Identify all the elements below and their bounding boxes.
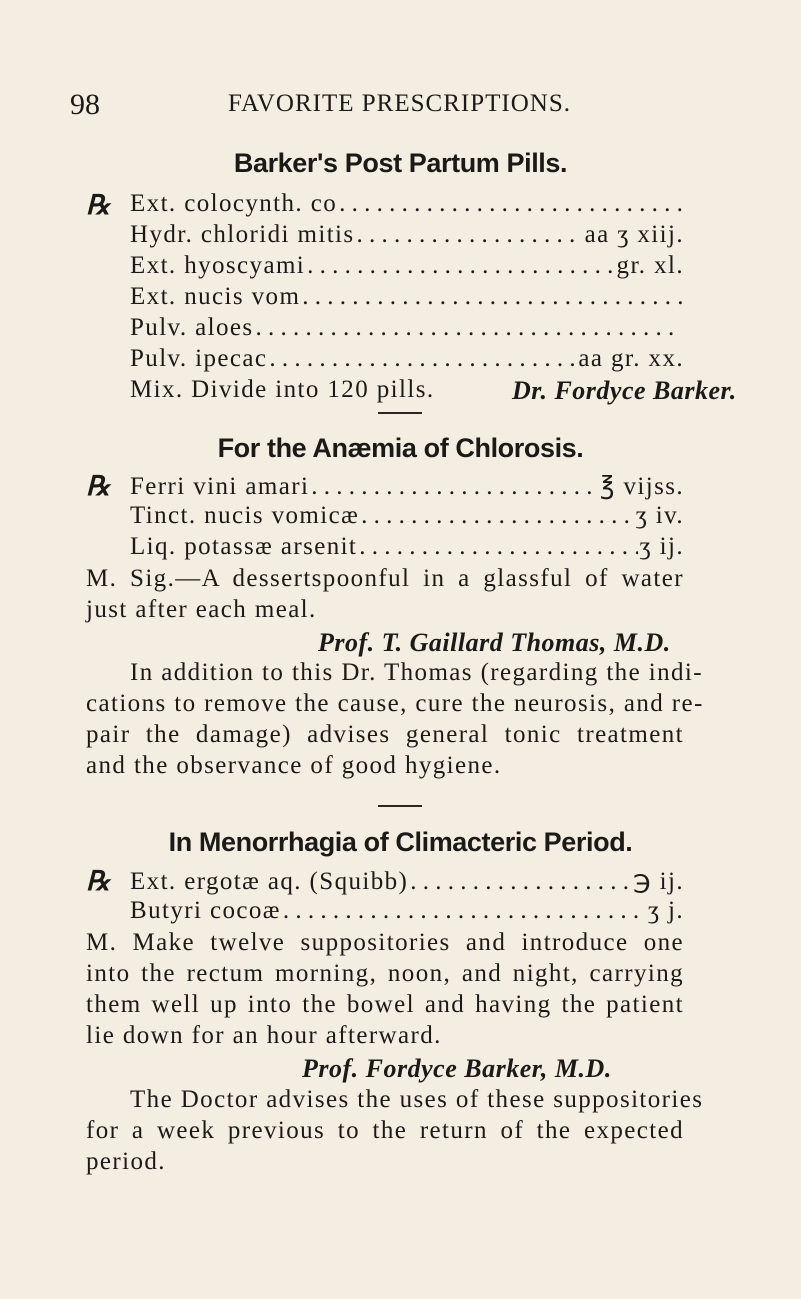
section-divider bbox=[378, 412, 422, 414]
ingredient-quantity: aa ʒ xiij. bbox=[584, 221, 684, 248]
ingredient-row bbox=[130, 471, 684, 503]
note-line: pair the damage) advises general tonic treatment bbox=[86, 721, 684, 748]
sig-line: M. Sig.—A dessertspoonful in a glassful of water bbox=[86, 565, 684, 592]
note-line: The Doctor advises the uses of these suppositories bbox=[130, 1086, 704, 1113]
note-line: In addition to this Dr. Thomas (regarding the indi- bbox=[130, 659, 703, 686]
ingredient-quantity: aa gr. xx. bbox=[578, 345, 684, 372]
dot-leader bbox=[256, 314, 683, 342]
ingredient-name: Pulv. ipecac bbox=[130, 345, 268, 372]
dot-leader bbox=[283, 897, 646, 925]
note-line: period. bbox=[86, 1148, 166, 1175]
ingredient-row bbox=[130, 314, 684, 346]
page-number: 98 bbox=[70, 88, 100, 121]
ingredient-row bbox=[130, 533, 684, 565]
dot-leader bbox=[269, 345, 576, 373]
ingredient-row bbox=[130, 866, 684, 898]
dot-leader bbox=[361, 502, 633, 530]
mix-instruction: Mix. Divide into 120 pills. bbox=[130, 376, 435, 403]
section-title-post-partum-pills: Barker's Post Partum Pills. bbox=[233, 148, 568, 178]
ingredient-name: Ext. colocynth. co bbox=[130, 190, 338, 217]
author-signature: Prof. Fordyce Barker, M.D. bbox=[302, 1054, 612, 1083]
ingredient-row bbox=[130, 252, 684, 284]
ingredient-name: Tinct. nucis vomicæ bbox=[130, 502, 360, 529]
note-line: cations to remove the cause, cure the neurosis, and re- bbox=[86, 690, 704, 717]
ingredient-quantity: ʒ iv. bbox=[635, 502, 684, 529]
ingredient-name: Butyri cocoæ bbox=[130, 897, 281, 924]
ingredient-quantity: gr. xl. bbox=[616, 252, 684, 279]
running-head: FAVORITE PRESCRIPTIONS. bbox=[228, 90, 571, 117]
dot-leader bbox=[357, 221, 583, 249]
ingredient-row bbox=[130, 897, 684, 929]
note-line: for a week previous to the return of the expected bbox=[86, 1117, 684, 1144]
section-title-menorrhagia: In Menorrhagia of Climacteric Period. bbox=[168, 827, 633, 857]
ingredient-name: Liq. potassæ arsenit bbox=[130, 533, 358, 560]
dot-leader bbox=[302, 283, 682, 311]
sig-line: lie down for an hour afterward. bbox=[86, 1022, 442, 1049]
ingredient-row bbox=[130, 221, 684, 253]
sig-line: into the rectum morning, noon, and night, carrying bbox=[86, 960, 684, 987]
dot-leader bbox=[339, 190, 682, 218]
author-signature: Dr. Fordyce Barker. bbox=[512, 376, 737, 405]
rx-icon: ℞ bbox=[86, 471, 111, 501]
sig-line: them well up into the bowel and having the patient bbox=[86, 991, 684, 1018]
sig-line: just after each meal. bbox=[86, 596, 317, 623]
ingredient-quantity: ℥ vijss. bbox=[600, 473, 684, 500]
dot-leader bbox=[410, 868, 631, 896]
section-title-anaemia-chlorosis: For the Anæmia of Chlorosis. bbox=[217, 433, 584, 463]
ingredient-row bbox=[130, 190, 684, 222]
ingredient-name: Ferri vini amari bbox=[130, 473, 310, 500]
ingredient-quantity: ℈ ij. bbox=[633, 868, 684, 895]
sig-line: M. Make twelve suppositories and introduce one bbox=[86, 929, 684, 956]
ingredient-quantity: ʒ j. bbox=[647, 897, 684, 924]
dot-leader bbox=[311, 473, 598, 501]
ingredient-row bbox=[130, 502, 684, 534]
section-divider bbox=[378, 805, 422, 807]
ingredient-name: Hydr. chloridi mitis bbox=[130, 221, 355, 248]
dot-leader bbox=[359, 533, 637, 561]
ingredient-row bbox=[130, 283, 684, 315]
dot-leader bbox=[307, 252, 614, 280]
page-header bbox=[70, 88, 720, 124]
ingredient-name: Ext. nucis vom bbox=[130, 283, 301, 310]
ingredient-name: Pulv. aloes bbox=[130, 314, 254, 341]
ingredient-quantity: ʒ ij. bbox=[639, 533, 684, 560]
ingredient-row bbox=[130, 345, 684, 377]
author-signature: Prof. T. Gaillard Thomas, M.D. bbox=[318, 628, 671, 657]
rx-icon: ℞ bbox=[86, 190, 111, 220]
rx-icon: ℞ bbox=[86, 866, 111, 896]
ingredient-name: Ext. ergotæ aq. (Squibb) bbox=[130, 868, 409, 895]
note-line: and the observance of good hygiene. bbox=[86, 752, 502, 779]
ingredient-name: Ext. hyoscyami bbox=[130, 252, 306, 279]
